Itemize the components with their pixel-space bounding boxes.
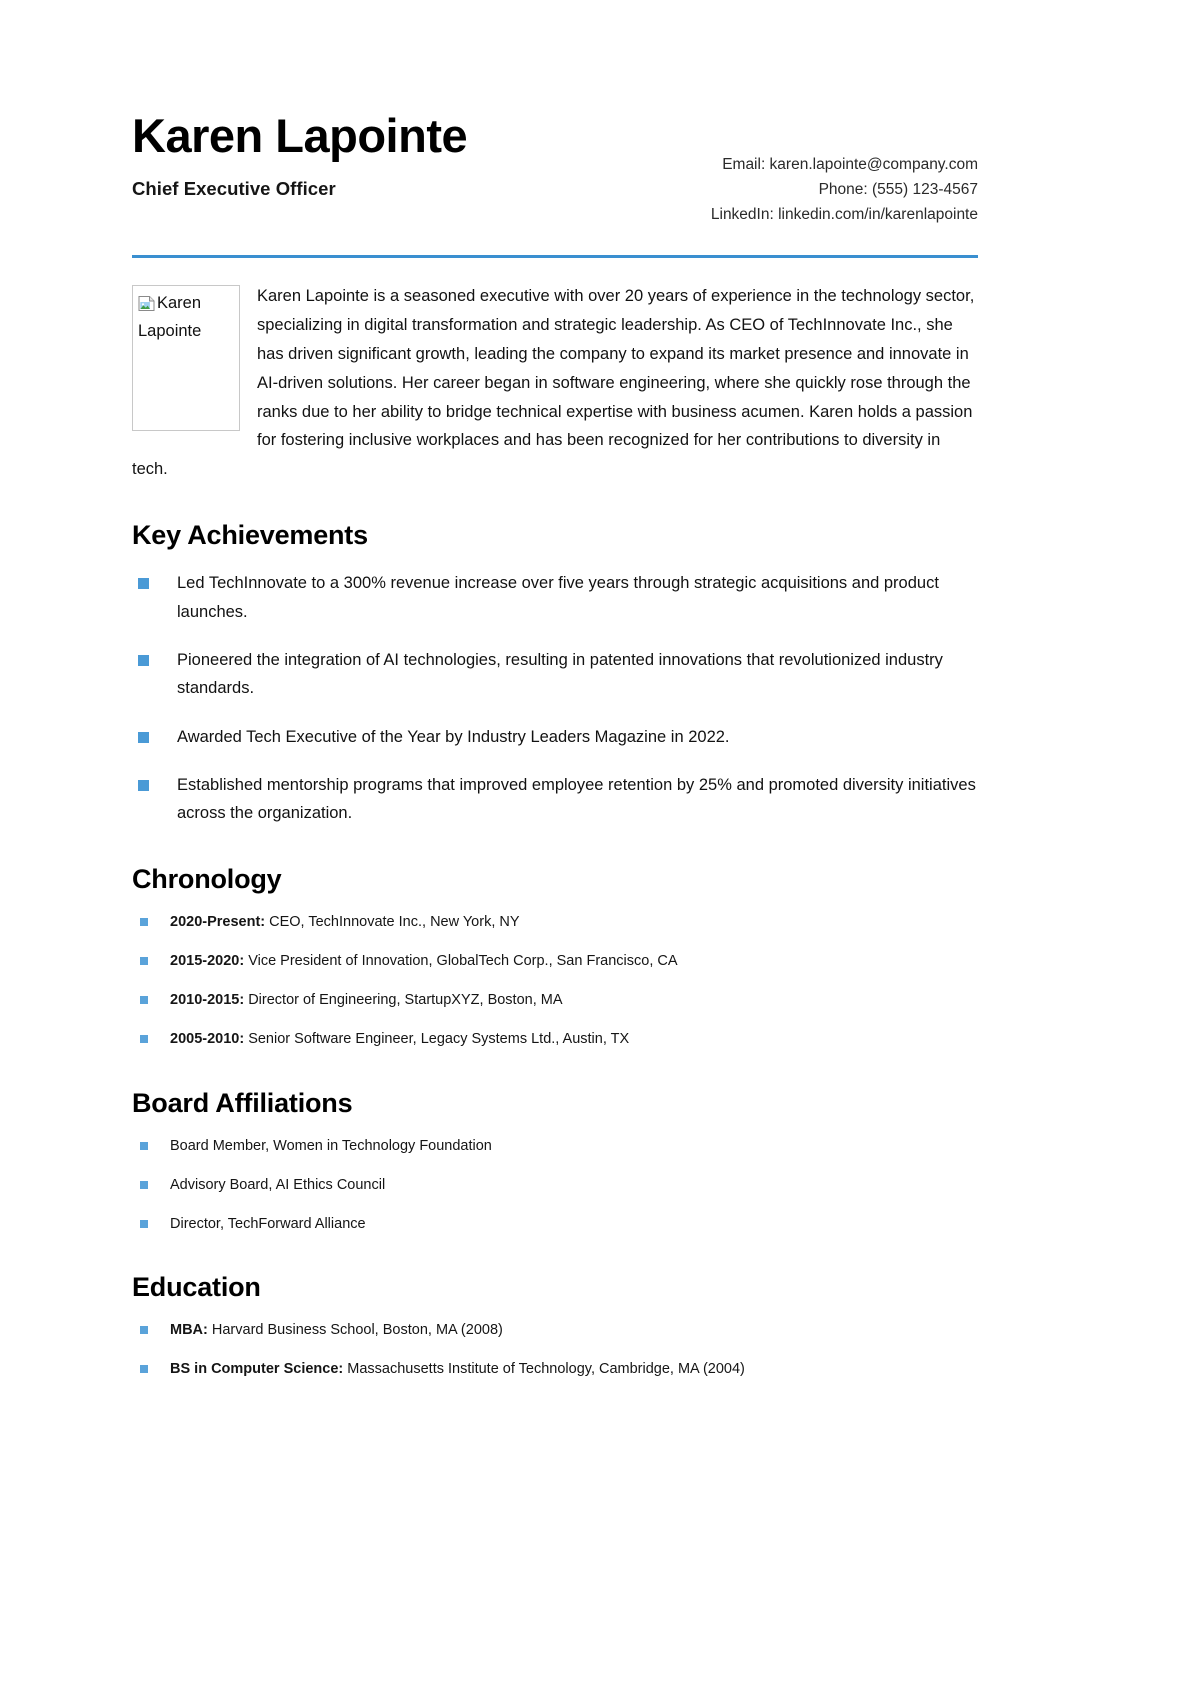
section-title-achievements: Key Achievements [132, 520, 368, 551]
header-divider [132, 255, 978, 258]
section-title-education: Education [132, 1272, 261, 1303]
contact-block [711, 152, 978, 227]
board-affiliations-list [132, 1135, 978, 1237]
section-title-board-affiliations: Board Affiliations [132, 1087, 353, 1118]
bio-block [132, 282, 978, 484]
job-title: Chief Executive Officer [132, 177, 336, 199]
page-bottom-space [132, 1397, 978, 1627]
entry-lead: 2010-2015: [170, 992, 245, 1009]
entry-detail: CEO, TechInnovate Inc., New York, NY [265, 913, 520, 930]
profile-photo-alt-text: Karen Lapointe [138, 294, 202, 340]
list-item [132, 1028, 978, 1051]
list-item: Pioneered the integration of AI technologies, resulting in patented innovations that revolutionized industry standards. [132, 646, 978, 703]
entry-lead: 2005-2010: [170, 1031, 245, 1048]
bio-paragraph: Karen Lapointe is a seasoned executive with over 20 years of experience in the technology sector, specializing in digital transformation and strategic leadership. As CEO of TechInnovate Inc., she has driven significant growth, leading the company to expand its market presence and innovate in AI-driven solutions. Her career began in software engineering, where she quickly rose through the ranks due to her ability to bridge technical expertise with business acumen. Karen holds a passion for fostering inclusive workplaces and has been recognized for her contributions to diversity in tech. [132, 287, 975, 479]
list-item [132, 950, 978, 973]
entry-detail: Vice President of Innovation, GlobalTech Corp., San Francisco, CA [244, 952, 678, 969]
contact-phone[interactable]: Phone: (555) 123-4567 [818, 181, 978, 199]
list-item [132, 1319, 978, 1342]
entry-detail: Board Member, Women in Technology Foundation [170, 1137, 492, 1154]
entry-detail: Harvard Business School, Boston, MA (2008) [207, 1322, 503, 1339]
broken-image-icon [138, 294, 156, 311]
resume-header [132, 109, 978, 224]
profile-photo-placeholder [132, 285, 240, 431]
section-title-chronology: Chronology [132, 863, 282, 894]
list-item: Established mentorship programs that improved employee retention by 25% and promoted diversity initiatives across the organization. [132, 771, 978, 828]
list-item: Awarded Tech Executive of the Year by Industry Leaders Magazine in 2022. [132, 723, 978, 751]
contact-linkedin[interactable]: LinkedIn: linkedin.com/in/karenlapointe [710, 206, 978, 224]
entry-detail: Advisory Board, AI Ethics Council [170, 1176, 386, 1193]
entry-detail: Senior Software Engineer, Legacy Systems Ltd., Austin, TX [244, 1031, 630, 1048]
entry-lead: BS in Computer Science: [170, 1361, 344, 1378]
entry-detail: Massachusetts Institute of Technology, Cambridge, MA (2004) [343, 1361, 745, 1378]
education-list [132, 1319, 978, 1381]
list-item [132, 989, 978, 1012]
entry-lead: MBA: [170, 1322, 208, 1339]
list-item [132, 1174, 978, 1197]
entry-detail: Director, TechForward Alliance [170, 1215, 366, 1232]
identity-block [132, 109, 468, 200]
page-title: Karen Lapointe [132, 109, 468, 162]
chronology-list [132, 911, 978, 1052]
entry-lead: 2020-Present: [170, 913, 266, 930]
contact-email[interactable]: Email: karen.lapointe@company.com [722, 156, 978, 173]
list-item [132, 1135, 978, 1158]
entry-lead: 2015-2020: [170, 952, 245, 969]
entry-detail: Director of Engineering, StartupXYZ, Boston, MA [244, 992, 563, 1009]
list-item [132, 911, 978, 934]
achievements-list [132, 569, 978, 828]
list-item: Led TechInnovate to a 300% revenue increase over five years through strategic acquisitions and product launches. [132, 569, 978, 626]
list-item [132, 1358, 978, 1381]
list-item [132, 1213, 978, 1236]
